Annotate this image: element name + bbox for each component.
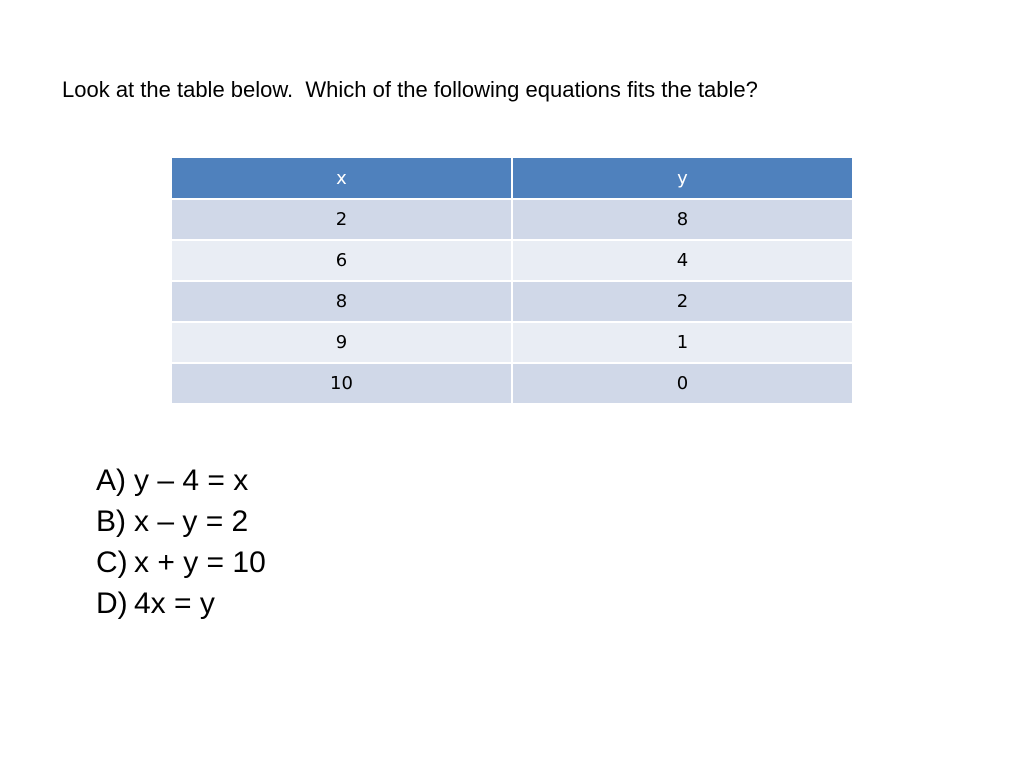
cell-y: 2 <box>512 281 853 322</box>
table-row <box>171 240 853 281</box>
choice-text: x – y = 2 <box>134 505 249 538</box>
choice-letter: D) <box>96 587 128 620</box>
choice-letter: B) <box>96 505 126 538</box>
choice-d <box>96 583 266 624</box>
table-row <box>171 281 853 322</box>
choice-b <box>96 501 266 542</box>
choice-letter: A) <box>96 464 126 497</box>
table-header-row <box>171 157 853 199</box>
cell-x: 10 <box>171 363 512 404</box>
header-x: x <box>171 157 512 199</box>
cell-x: 9 <box>171 322 512 363</box>
table-row <box>171 322 853 363</box>
answer-choices <box>96 460 266 624</box>
cell-y: 1 <box>512 322 853 363</box>
choice-text: 4x = y <box>134 587 215 620</box>
choice-text: y – 4 = x <box>134 464 249 497</box>
cell-y: 8 <box>512 199 853 240</box>
choice-letter: C) <box>96 546 128 579</box>
header-y: y <box>512 157 853 199</box>
table-row <box>171 199 853 240</box>
xy-table <box>170 156 854 405</box>
cell-x: 8 <box>171 281 512 322</box>
choice-c <box>96 542 266 583</box>
question-text: Look at the table below. Which of the following equations fits the table? <box>62 77 758 102</box>
cell-y: 4 <box>512 240 853 281</box>
cell-x: 2 <box>171 199 512 240</box>
table-row <box>171 363 853 404</box>
cell-y: 0 <box>512 363 853 404</box>
choice-a <box>96 460 266 501</box>
choice-text: x + y = 10 <box>134 546 266 579</box>
cell-x: 6 <box>171 240 512 281</box>
